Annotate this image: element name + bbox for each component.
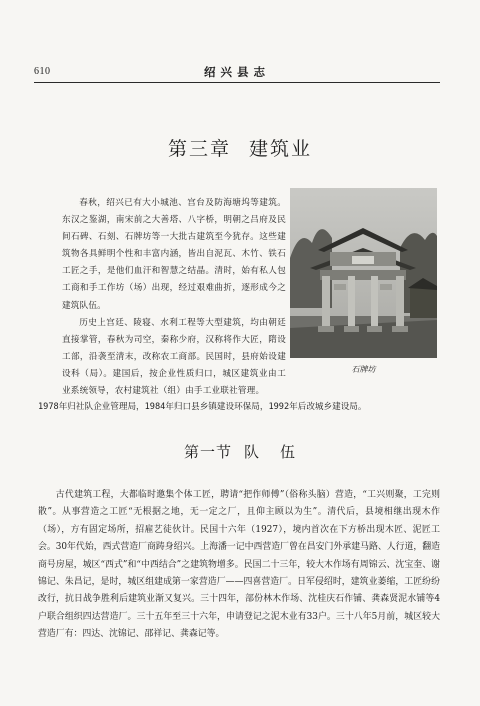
stone-archway-illustration	[290, 188, 437, 358]
intro-paragraph-2: 历史上宫廷、陵寝、水利工程等大型建筑，均由朝廷直接掌管，春秋为司空，秦称少府，汉称将作大匠，隋设工部，沿袭至清末，改称农工商部。民国时，县府始设建设科（局）。建国后，按企业性质归口，城区建筑业由工业系统领导，农村建筑社（组）由手工业联社管理。	[62, 317, 286, 397]
running-title: 绍兴县志	[204, 65, 270, 79]
section-number: 第一节	[183, 443, 232, 461]
chapter-title	[0, 134, 480, 161]
section-body	[38, 487, 440, 644]
intro-paragraph-2-end: 1978年归社队企业管理局，1984年归口县乡镇建设环保局，1992年后改城乡建设局。	[38, 402, 367, 412]
intro-paragraph-1: 春秋，绍兴已有大小城池、宫台及防海塘坞等建筑。东汉之鉴湖，南宋前之大善塔、八字桥，明朝之吕府及民间石碑、石刻、石牌坊等一大批古建筑至今犹存。这些建筑物各具鲜明个性和丰富内涵，皆出自泥瓦、木竹、铁石工匠之手，是他们血汗和智慧之结晶。清时，始有私人包工商和手工作坊（场）出现，经过艰难曲折，逐形成今之建筑队伍。	[62, 198, 286, 311]
chapter-number: 第三章	[167, 138, 231, 160]
photo-caption: 石牌坊	[351, 365, 376, 374]
section-title-char-2: 伍	[280, 443, 297, 461]
stone-archway-photo	[290, 188, 437, 358]
header-rule	[34, 82, 440, 83]
body-paragraph-1: 古代建筑工程，大都临时邀集个体工匠，聘请“把作师傅”（俗称头脑）营造，“工兴则聚，工完则散”。从事营造之工匠“无根据之地，无一定之厂，且仰主顾以为生”。清代后，县境相继出现木作（场），方有固定场所，招雇艺徒伙计。民国十六年（1927），境内首次在下方桥出现木匠、泥匠工会。30年代始，西式营造厂商踌身绍兴。上海潘一记中西营造厂曾在昌安门外承建马路、人行道，翻造商号房屋，城区“西式”和“中西结合”之建筑物增多。民国二十三年，较大木作场有周锦云、沈宝奎、谢锦记、朱昌记，是时，城区组建成第一家营造厂——四喜营造厂。日军侵绍时，建筑业萎缩，工匠纷纷改行，抗日战争胜利后建筑业渐又复兴。三十四年，部份林木作场、沈桂庆石作铺、龚森贤泥水铺等4户联合组织四达营造厂。三十五年至三十六年，申请登记之泥木业有33户。三十八年5月前，城区较大营造厂有：四达、沈锦记、邵祥记、龚森记等。	[38, 490, 440, 640]
section-title-char-1: 队	[243, 443, 260, 461]
page-number: 610	[34, 66, 51, 77]
page-header	[34, 64, 440, 82]
section-title	[0, 441, 480, 462]
chapter-name: 建筑业	[249, 138, 313, 160]
intro-text	[62, 195, 286, 400]
